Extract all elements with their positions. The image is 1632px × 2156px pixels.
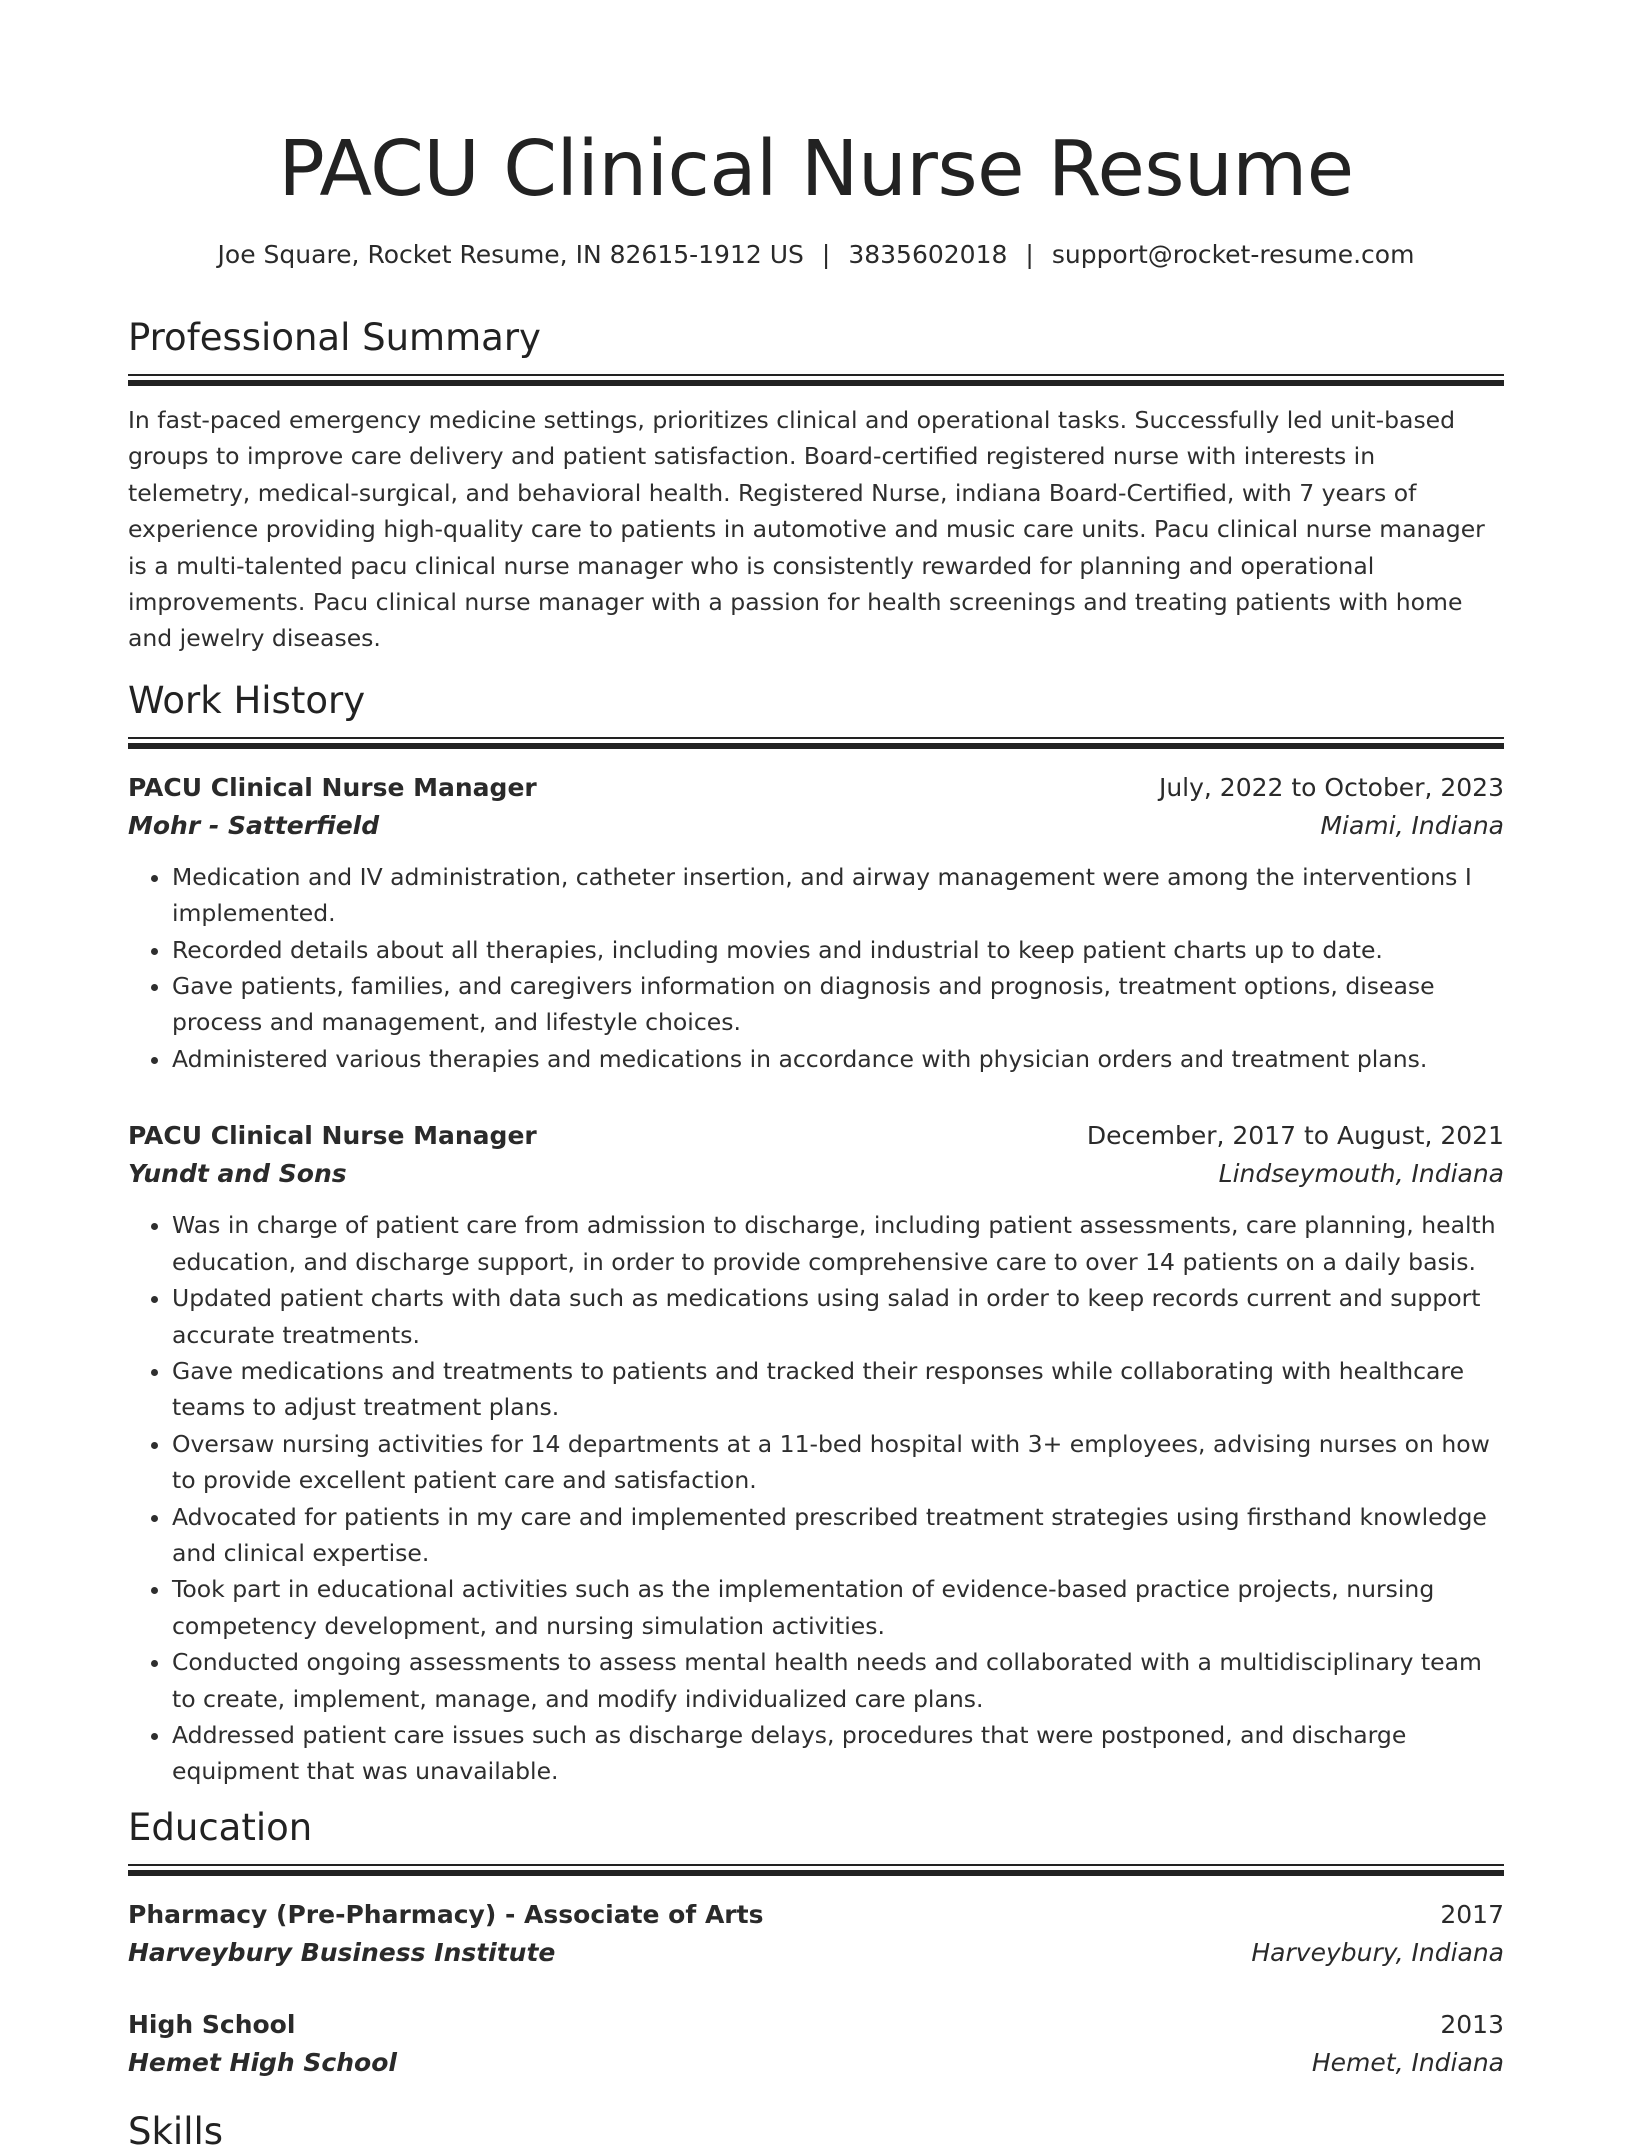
- contact-phone: 3835602018: [848, 240, 1008, 269]
- job-entry: [128, 769, 1504, 1077]
- education-entry: [128, 1896, 1504, 1972]
- education-subheader: [128, 1934, 1504, 1972]
- list-item: • Oversaw nursing activities for 14 departments at a 11-bed hospital with 3+ employees, advising nurses on how to provide excellent patient care and satisfaction.: [172, 1426, 1504, 1499]
- section-heading: Professional Summary: [128, 316, 541, 359]
- job-subheader: [128, 1155, 1504, 1193]
- job-location: Lindseymouth, Indiana: [1218, 1159, 1504, 1189]
- section-heading: Work History: [128, 678, 366, 722]
- education-year: 2017: [1440, 1899, 1504, 1929]
- list-item: • Recorded details about all therapies, including movies and industrial to keep patient charts up to date.: [172, 932, 1504, 968]
- contact-line: [128, 238, 1504, 272]
- job-title: PACU Clinical Nurse Manager: [128, 772, 537, 802]
- skills-section: [128, 2108, 1504, 2156]
- section-divider: [128, 1864, 1504, 1876]
- education-entry: [128, 2006, 1504, 2082]
- education-subheader: [128, 2044, 1504, 2082]
- list-item: • Addressed patient care issues such as discharge delays, procedures that were postponed, and discharge equipment that was unavailable.: [172, 1717, 1504, 1790]
- summary-text: In fast-paced emergency medicine settings, prioritizes clinical and operational tasks. Successfully led unit-based groups to improve care delivery and patient satisfaction. Board-certified registered nurse with interests in telemetry, medical-surgical, and behavioral health. Registered Nurse, indiana Board-Certified, with 7 years of experience providing high-quality care to patients in automotive and music care units. Pacu clinical nurse manager is a multi-talented pacu clinical nurse manager who is consistently rewarded for planning and operational improvements. Pacu clinical nurse manager with a passion for health screenings and treating patients with home and jewelry diseases.: [128, 406, 1485, 653]
- job-bullets: [128, 859, 1504, 1077]
- job-subheader: [128, 807, 1504, 845]
- education-location: Hemet, Indiana: [1311, 2047, 1504, 2077]
- summary-section: [128, 314, 1504, 657]
- list-item: • Was in charge of patient care from admission to discharge, including patient assessments, care planning, health education, and discharge support, in order to provide comprehensive care to over 14 patients on a daily basis.: [172, 1207, 1504, 1280]
- section-heading: Skills: [128, 2109, 224, 2153]
- work-history-section: [128, 677, 1504, 1790]
- education-header: [128, 1896, 1504, 1934]
- job-header: [128, 769, 1504, 807]
- education-school: Harveybury Business Institute: [128, 1937, 556, 1967]
- resume-page: [128, 0, 1504, 2156]
- list-item: • Took part in educational activities such as the implementation of evidence-based practice projects, nursing competency development, and nursing simulation activities.: [172, 1571, 1504, 1644]
- section-divider: [128, 737, 1504, 749]
- list-item: • Gave medications and treatments to patients and tracked their responses while collaborating with healthcare teams to adjust treatment plans.: [172, 1353, 1504, 1426]
- job-location: Miami, Indiana: [1320, 810, 1504, 840]
- contact-address: Joe Square, Rocket Resume, IN 82615-1912 US: [217, 240, 804, 269]
- list-item: • Administered various therapies and medications in accordance with physician orders and treatment plans.: [172, 1041, 1504, 1077]
- job-title: PACU Clinical Nurse Manager: [128, 1121, 537, 1151]
- education-section: [128, 1804, 1504, 2082]
- education-degree: Pharmacy (Pre-Pharmacy) - Associate of Arts: [128, 1899, 764, 1929]
- education-location: Harveybury, Indiana: [1251, 1937, 1504, 1967]
- job-dates: December, 2017 to August, 2021: [1086, 1121, 1504, 1151]
- job-header: [128, 1117, 1504, 1155]
- resume-title: PACU Clinical Nurse Resume: [278, 125, 1354, 214]
- section-heading: Education: [128, 1805, 313, 1849]
- job-dates: July, 2022 to October, 2023: [1158, 772, 1504, 802]
- education-degree: High School: [128, 2009, 296, 2039]
- list-item: • Conducted ongoing assessments to assess mental health needs and collaborated with a multidisciplinary team to create, implement, manage, and modify individualized care plans.: [172, 1644, 1504, 1717]
- job-company: Yundt and Sons: [128, 1159, 347, 1189]
- contact-separator: |: [1025, 240, 1034, 269]
- list-item: • Advocated for patients in my care and implemented prescribed treatment strategies using firsthand knowledge and clinical expertise.: [172, 1499, 1504, 1572]
- section-divider: [128, 374, 1504, 386]
- education-header: [128, 2006, 1504, 2044]
- contact-separator: |: [821, 240, 831, 269]
- list-item: • Medication and IV administration, catheter insertion, and airway management were among the interventions I implemented.: [172, 859, 1504, 932]
- job-entry: [128, 1117, 1504, 1790]
- job-bullets: [128, 1207, 1504, 1790]
- contact-email: support@rocket-resume.com: [1051, 240, 1415, 269]
- job-company: Mohr - Satterfield: [128, 810, 380, 840]
- list-item: • Gave patients, families, and caregivers information on diagnosis and prognosis, treatment options, disease process and management, and lifestyle choices.: [172, 968, 1504, 1041]
- education-year: 2013: [1440, 2009, 1504, 2039]
- list-item: • Updated patient charts with data such as medications using salad in order to keep records current and support accurate treatments.: [172, 1280, 1504, 1353]
- education-school: Hemet High School: [128, 2047, 397, 2077]
